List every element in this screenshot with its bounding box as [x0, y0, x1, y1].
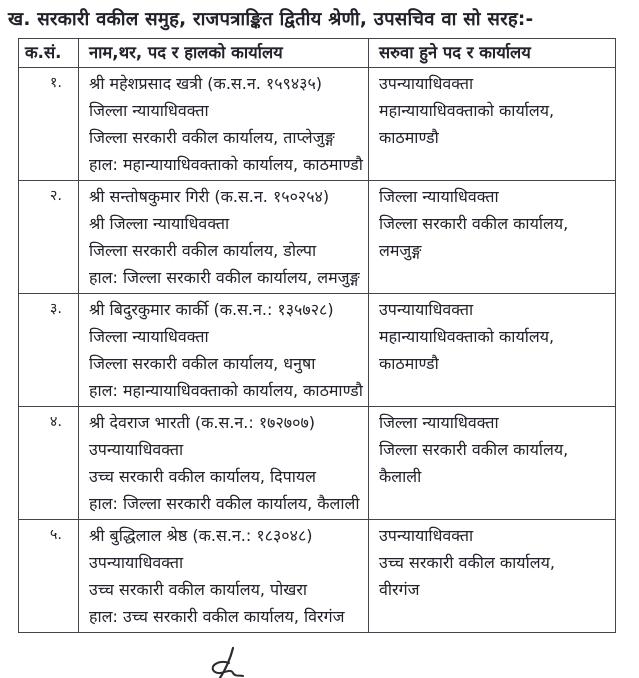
transfer-text-line: वीरगंज [379, 580, 420, 599]
transfer-text-line: जिल्ला सरकारी वकील कार्यालय, [379, 440, 569, 459]
transfer-post-office-cell [369, 181, 616, 294]
transfer-text-line: जिल्ला न्यायाधिवक्ता [379, 187, 499, 206]
current-text-line: हाल: जिल्ला सरकारी वकील कार्यालय, लमजुङ्ग [89, 268, 360, 287]
current-text-line: उपन्यायाधिवक्ता [89, 553, 184, 572]
transfer-post-office-cell [369, 520, 616, 633]
serial-number: ५. [19, 520, 79, 633]
current-text-line: जिल्ला सरकारी वकील कार्यालय, डोल्पा [89, 241, 317, 260]
table-body [19, 68, 616, 633]
table-header-row [19, 39, 616, 68]
current-text-line: जिल्ला सरकारी वकील कार्यालय, धनुषा [89, 354, 316, 373]
current-post-office-cell [79, 181, 369, 294]
current-text-line: जिल्ला सरकारी वकील कार्यालय, ताप्लेजुङ्ग [89, 128, 335, 147]
transfer-post-office-cell [369, 294, 616, 407]
current-text-line: श्री बिदुरकुमार कार्की (क.स.न.: १३५७२८) [89, 300, 334, 319]
current-text-line: श्री जिल्ला न्यायाधिवक्ता [89, 214, 230, 233]
current-text-line: जिल्ला न्यायाधिवक्ता [89, 101, 209, 120]
current-post-office-cell [79, 68, 369, 181]
col-header-serial: क.सं. [19, 39, 79, 68]
serial-number: ४. [19, 407, 79, 520]
current-text-line: हाल: महान्यायाधिवक्ताको कार्यालय, काठमाण्डौ [89, 155, 363, 174]
table-row [19, 294, 616, 407]
transfer-post-office-cell [369, 407, 616, 520]
current-text-line: हाल: उच्च सरकारी वकील कार्यालय, विरगंज [89, 607, 345, 626]
current-post-office-cell [79, 407, 369, 520]
current-text-line: श्री सन्तोषकुमार गिरी (क.स.न. १५०२५४) [89, 187, 330, 206]
transfer-text-line: जिल्ला न्यायाधिवक्ता [379, 413, 499, 432]
transfer-text-line: लमजुङ्ग [379, 241, 422, 260]
table-row [19, 407, 616, 520]
transfer-text-line: उपन्यायाधिवक्ता [379, 74, 474, 93]
current-text-line: उच्च सरकारी वकील कार्यालय, पोखरा [89, 580, 308, 599]
current-text-line: हाल: महान्यायाधिवक्ताको कार्यालय, काठमाण्डौ [89, 381, 363, 400]
current-post-office-cell [79, 294, 369, 407]
current-text-line: जिल्ला न्यायाधिवक्ता [89, 327, 209, 346]
current-text-line: उपन्यायाधिवक्ता [89, 440, 184, 459]
serial-number: ३. [19, 294, 79, 407]
transfer-text-line: महान्यायाधिवक्ताको कार्यालय, [379, 101, 555, 120]
transfer-text-line: उपन्यायाधिवक्ता [379, 300, 474, 319]
current-text-line: हाल: जिल्ला सरकारी वकील कार्यालय, कैलाली [89, 494, 360, 513]
transfer-table [18, 38, 616, 633]
current-text-line: उच्च सरकारी वकील कार्यालय, दिपायल [89, 467, 317, 486]
transfer-text-line: काठमाण्डौ [379, 128, 439, 147]
current-text-line: श्री बुद्धिलाल श्रेष्ठ (क.स.न.: १८३०४८) [89, 526, 313, 545]
col-header-current-post: नाम,थर, पद र हालको कार्यालय [79, 39, 369, 68]
transfer-text-line: काठमाण्डौ [379, 354, 439, 373]
current-text-line: श्री देवराज भारती (क.स.न.: १७२७०७) [89, 413, 316, 432]
table-row [19, 181, 616, 294]
current-post-office-cell [79, 520, 369, 633]
transfer-text-line: जिल्ला सरकारी वकील कार्यालय, [379, 214, 569, 233]
transfer-text-line: उपन्यायाधिवक्ता [379, 526, 474, 545]
serial-number: २. [19, 181, 79, 294]
transfer-post-office-cell [369, 68, 616, 181]
transfer-text-line: उच्च सरकारी वकील कार्यालय, [379, 553, 555, 572]
current-text-line: श्री महेशप्रसाद खत्री (क.स.न. १५९४३५) [89, 74, 323, 93]
table-row [19, 68, 616, 181]
col-header-transfer-post: सरुवा हुने पद र कार्यालय [369, 39, 616, 68]
section-title: ख. सरकारी वकील समुह, राजपत्राङ्कित द्वितीय श्रेणी, उपसचिव वा सो सरह:- [8, 9, 534, 30]
handwritten-signature-mark [200, 643, 260, 678]
table-row [19, 520, 616, 633]
transfer-text-line: महान्यायाधिवक्ताको कार्यालय, [379, 327, 555, 346]
transfer-text-line: कैलाली [379, 467, 422, 486]
serial-number: १. [19, 68, 79, 181]
